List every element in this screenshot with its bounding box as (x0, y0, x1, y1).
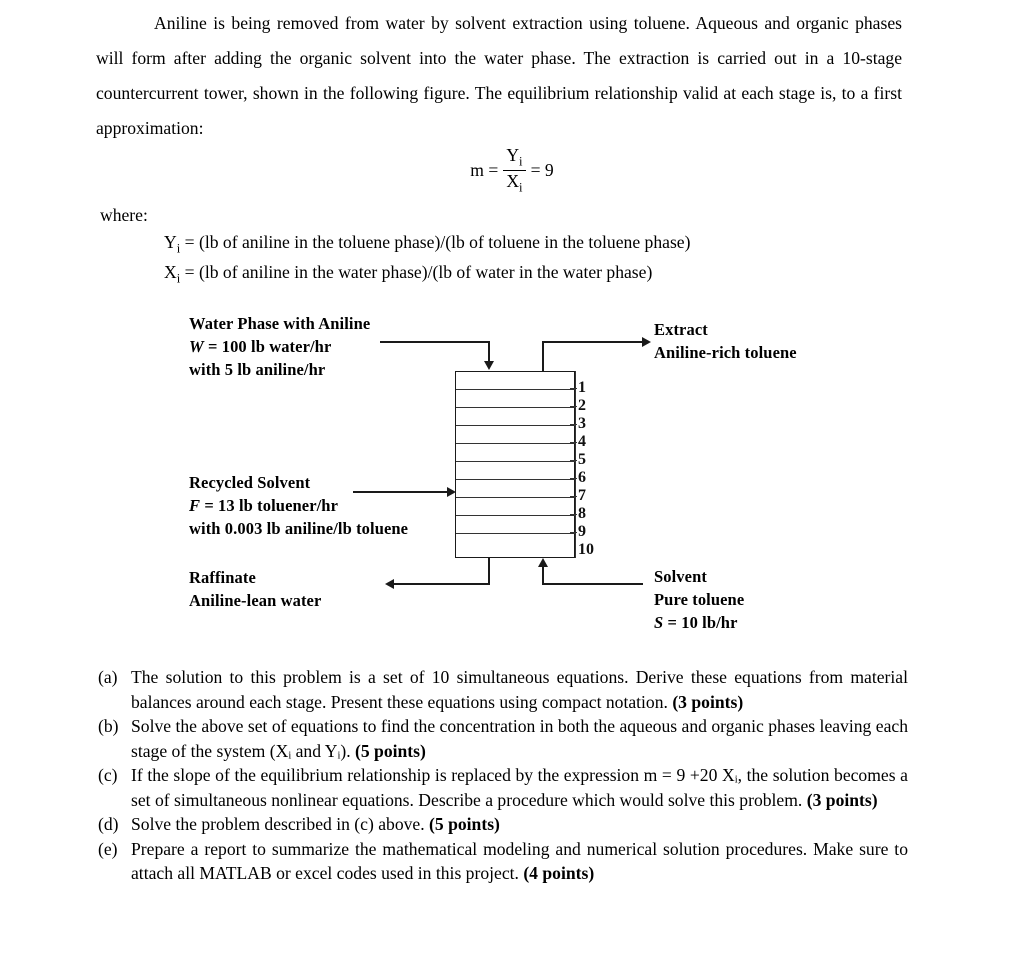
question-points: (5 points) (429, 814, 500, 834)
solvent-feed-arrow (538, 558, 548, 567)
stage-tick (570, 442, 577, 443)
question-points: (3 points) (672, 691, 744, 712)
question-points: (4 points) (523, 863, 595, 883)
question-points: (3 points) (806, 789, 878, 810)
definition-list (164, 231, 690, 290)
water-feed-arrow (484, 361, 494, 370)
extract-line-vertical (542, 341, 544, 372)
solvent-feed-line-vertical (542, 567, 544, 584)
water-feed-line1: Water Phase with Aniline (189, 314, 371, 333)
question-points: (5 points) (355, 740, 426, 761)
stage-tick (570, 460, 577, 461)
stage-tick (570, 532, 577, 533)
raffinate-line-horizontal (394, 583, 490, 585)
solvent-label (654, 565, 744, 634)
extract-line2: Aniline-rich toluene (654, 343, 797, 362)
stage-number: 8 (578, 505, 586, 522)
question-item-d (98, 812, 908, 837)
equation-lhs: m = (470, 160, 499, 181)
definition-y: $Y_i = (lb$ of aniline in the toluene phase)/(lb of toluene in the toluene phase) (164, 232, 691, 256)
extraction-tower-figure (0, 300, 1024, 645)
tray-divider (456, 515, 576, 516)
raffinate-line-vertical (488, 558, 490, 584)
question-text: Solve the above set of equations to find the concentration in both the aqueous and organic phases leaving each stage of the system (Xᵢ and Yᵢ). (131, 716, 908, 761)
equation-rhs: = 9 (530, 160, 554, 181)
tray-divider (456, 389, 576, 390)
water-feed-label (189, 312, 370, 381)
raffinate-arrow (385, 579, 394, 589)
question-item-a (98, 665, 908, 714)
tower-column (455, 371, 575, 558)
stage-axis-line (575, 371, 576, 558)
raffinate-line2: Aniline-lean water (189, 591, 322, 610)
water-feed-line-vertical (488, 341, 490, 362)
question-marker: (d) (98, 814, 119, 834)
tray-divider (456, 443, 576, 444)
extract-line1: Extract (654, 320, 708, 339)
recycled-solvent-arrow (447, 487, 456, 497)
recycled-solvent-line (353, 491, 449, 493)
stage-number: 5 (578, 451, 586, 468)
stage-number: 4 (578, 433, 586, 450)
solvent-line1: Solvent (654, 567, 707, 586)
solvent-line3: S = 10 lb/hr (654, 613, 738, 632)
where-label: where: (100, 205, 148, 225)
extract-line-horizontal (542, 341, 643, 343)
solvent-line2: Pure toluene (654, 590, 745, 609)
extract-label (654, 318, 797, 364)
tray-divider (456, 479, 576, 480)
recycled-solvent-label (189, 471, 408, 540)
equation-denominator: $X_i$ (506, 171, 523, 195)
tray-divider (456, 497, 576, 498)
recycled-solvent-line3: with 0.003 lb aniline/lb toluene (189, 519, 409, 538)
equilibrium-equation (0, 146, 1024, 195)
stage-tick (570, 424, 577, 425)
tray-divider (456, 461, 576, 462)
solvent-feed-line-horizontal (542, 583, 643, 585)
equation-fraction (503, 146, 525, 195)
stage-tick (570, 496, 577, 497)
tray-divider (456, 533, 576, 534)
question-marker: (a) (98, 667, 118, 687)
stage-tick (570, 406, 577, 407)
stage-number: 3 (578, 415, 586, 432)
question-item-c (98, 763, 908, 812)
water-feed-line2: W = 100 lb water/hr (189, 337, 332, 356)
question-text: Solve the problem described in (c) above. (131, 814, 430, 834)
extract-arrow (642, 337, 651, 347)
tray-divider (456, 407, 576, 408)
question-item-e (98, 837, 908, 886)
question-text: Prepare a report to summarize the mathematical modeling and numerical solution procedures. Make sure to attach all MATLAB or excel codes used in this project. (131, 838, 908, 883)
raffinate-label (189, 566, 321, 612)
raffinate-line1: Raffinate (189, 568, 256, 587)
stage-number: 10 (578, 541, 594, 558)
question-marker: (b) (98, 716, 119, 736)
stage-number: 7 (578, 487, 586, 504)
stage-number: 9 (578, 523, 586, 540)
questions-list (98, 665, 908, 886)
stage-number: 1 (578, 379, 586, 396)
definition-x: $X_i = (lb$ of aniline in the water phase)/(lb of water in the water phase) (164, 261, 653, 286)
intro-paragraph: Aniline is being removed from water by solvent extraction using toluene. Aqueous and organic phases will form after adding the organic solvent into the water phase. The extraction is carried out in a 10-stage countercurrent tower, shown in the following figure. The equilibrium relationship valid at each stage is, to a first approximation: (96, 13, 902, 138)
stage-number: 6 (578, 469, 586, 486)
equation-numerator: $Y_i$ (506, 145, 523, 169)
question-text: The solution to this problem is a set of 10 simultaneous equations. Derive these equations from material balances around each stage. Present these equations using compact notation. (131, 667, 908, 712)
stage-tick (570, 514, 577, 515)
recycled-solvent-line2: F = 13 lb toluener/hr (189, 496, 339, 515)
question-item-b (98, 714, 908, 763)
water-feed-line-horizontal (380, 341, 490, 343)
stage-tick (570, 478, 577, 479)
water-feed-line3: with 5 lb aniline/hr (189, 360, 326, 379)
stage-tick (570, 388, 577, 389)
stage-number: 2 (578, 397, 586, 414)
tray-divider (456, 425, 576, 426)
question-text: If the slope of the equilibrium relationship is replaced by the expression m = 9 +20 Xᵢ, the solution becomes a set of simultaneous nonlinear equations. Describe a procedure which would solve this problem. (131, 765, 908, 810)
question-marker: (e) (98, 838, 118, 859)
recycled-solvent-line1: Recycled Solvent (189, 473, 311, 492)
question-marker: (c) (98, 765, 118, 785)
